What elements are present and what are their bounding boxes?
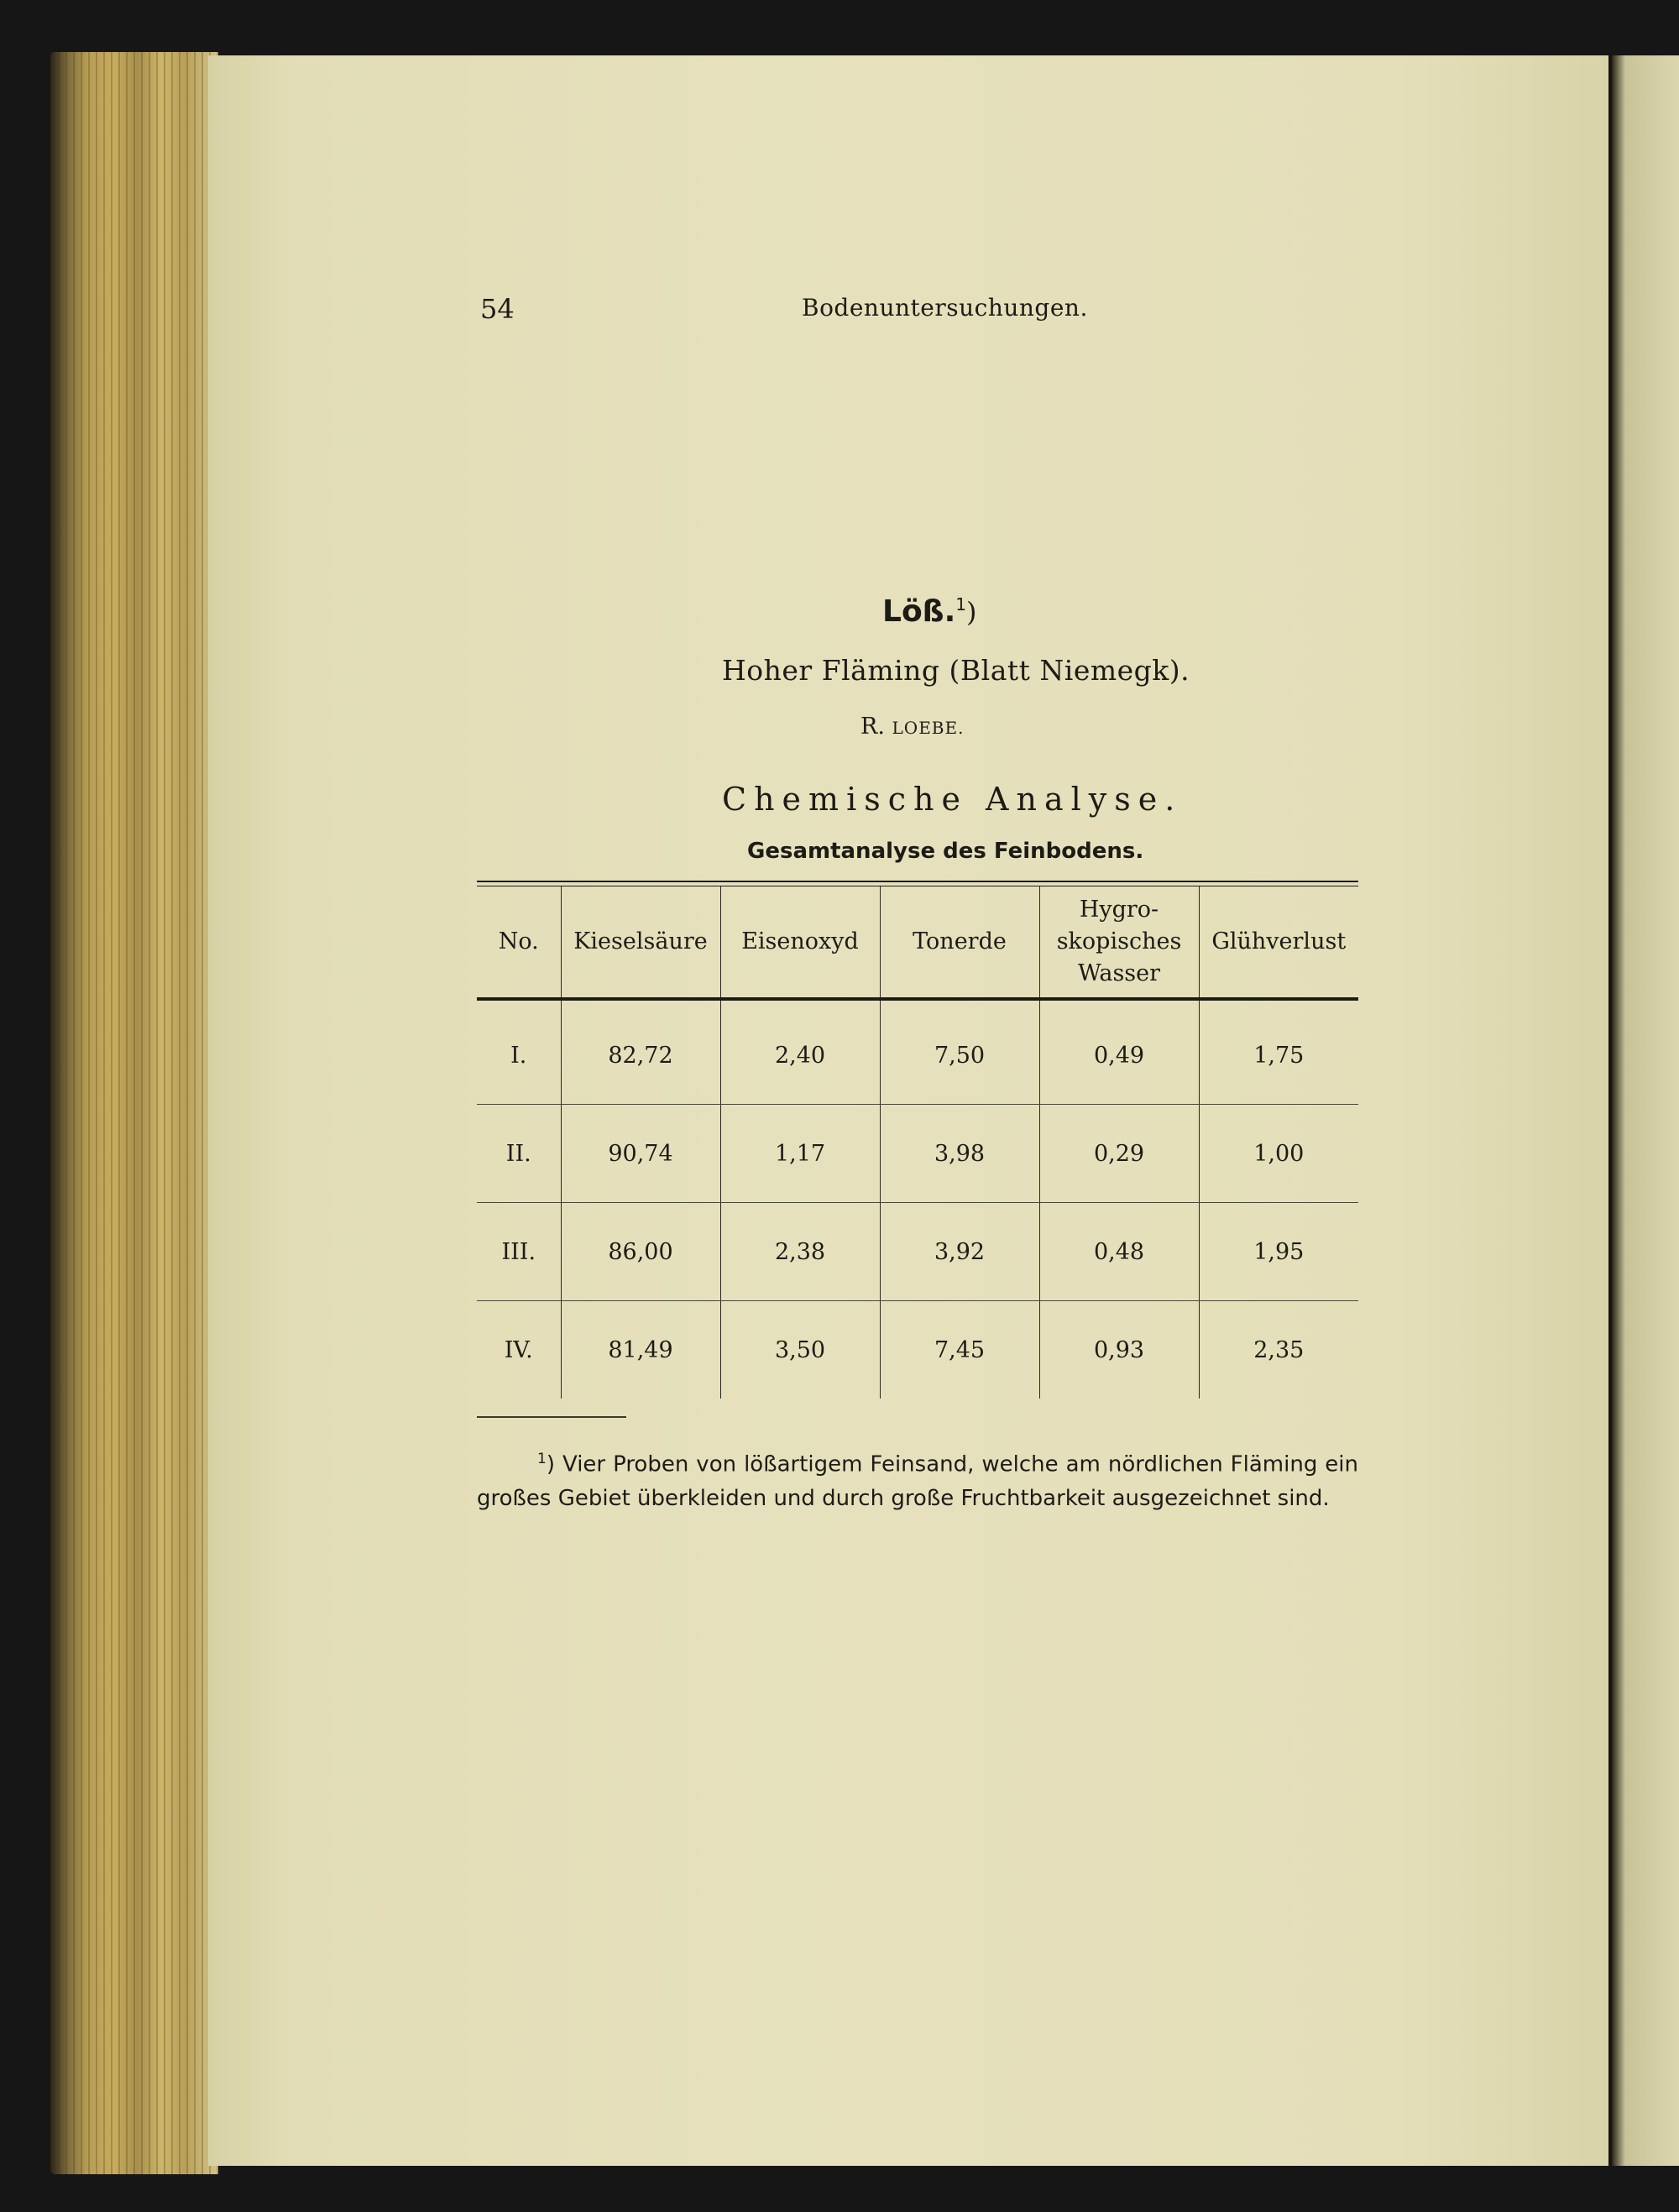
analysis-table-wrapper <box>477 881 1358 1399</box>
col-header-hygro-line2: skopisches <box>1056 928 1182 954</box>
col-header-hygroskopisches-wasser <box>1039 886 1199 999</box>
cell-kieselsaeure: 86,00 <box>561 1203 720 1301</box>
cell-hygro: 0,49 <box>1039 999 1199 1105</box>
table-row <box>477 1203 1358 1301</box>
col-header-hygro-line1: Hygro- <box>1079 897 1159 923</box>
title-footnote-mark: 1 <box>955 594 966 614</box>
cell-eisenoxyd: 3,50 <box>720 1301 880 1399</box>
cell-gluehverlust: 1,75 <box>1199 999 1358 1105</box>
cell-gluehverlust: 2,35 <box>1199 1301 1358 1399</box>
table-row <box>477 1301 1358 1399</box>
footnote-mark: 1 <box>537 1451 547 1467</box>
col-header-tonerde: Tonerde <box>880 886 1039 999</box>
article-title <box>882 594 976 629</box>
book-page-edge <box>50 52 218 2174</box>
article-subtitle: Hoher Fläming (Blatt Niemegk). <box>722 654 1190 687</box>
footnote <box>477 1442 1358 1515</box>
cell-kieselsaeure: 82,72 <box>561 999 720 1105</box>
section-heading: Chemische Analyse. <box>722 781 1183 818</box>
cell-eisenoxyd: 2,40 <box>720 999 880 1105</box>
author-initial: R. <box>860 714 885 740</box>
table-top-rule <box>477 881 1358 882</box>
cell-gluehverlust: 1,00 <box>1199 1105 1358 1203</box>
subsection-heading: Gesamtanalyse des Feinbodens. <box>747 839 1144 864</box>
cell-hygro: 0,48 <box>1039 1203 1199 1301</box>
table-row <box>477 1105 1358 1203</box>
col-header-kieselsaeure: Kieselsäure <box>561 886 720 999</box>
cell-tonerde: 7,45 <box>880 1301 1039 1399</box>
cell-gluehverlust: 1,95 <box>1199 1203 1358 1301</box>
table-row <box>477 999 1358 1105</box>
footnote-paren: ) <box>546 1451 555 1477</box>
cell-kieselsaeure: 81,49 <box>561 1301 720 1399</box>
cell-eisenoxyd: 2,38 <box>720 1203 880 1301</box>
analysis-table <box>477 886 1358 1399</box>
cell-no: III. <box>477 1203 561 1301</box>
cell-kieselsaeure: 90,74 <box>561 1105 720 1203</box>
cell-no: IV. <box>504 1336 533 1363</box>
cell-tonerde: 3,98 <box>880 1105 1039 1203</box>
author <box>860 714 964 740</box>
cell-hygro: 0,29 <box>1039 1105 1199 1203</box>
title-footnote-paren: ) <box>965 596 977 628</box>
cell-no: I. <box>477 999 561 1105</box>
footnote-text: Vier Proben von lößartigem Feinsand, welche am nördlichen Fläming ein großes Gebiet überkleiden und durch große Fruchtbarkeit ausgezeichnet sind. <box>477 1451 1359 1511</box>
footnote-rule <box>477 1416 626 1418</box>
table-header-row <box>477 886 1358 999</box>
running-title: Bodenuntersuchungen. <box>802 294 1088 322</box>
col-header-eisenoxyd: Eisenoxyd <box>720 886 880 999</box>
col-header-gluehverlust: Glühverlust <box>1199 886 1358 999</box>
article-title-text: Löß. <box>882 594 956 629</box>
facing-page-edge <box>1612 55 1679 2166</box>
cell-eisenoxyd: 1,17 <box>720 1105 880 1203</box>
col-header-no: No. <box>477 886 561 999</box>
cell-hygro: 0,93 <box>1039 1301 1199 1399</box>
author-name: LOEBE. <box>892 718 965 738</box>
cell-no: II. <box>477 1105 561 1203</box>
col-header-hygro-line3: Wasser <box>1077 960 1161 986</box>
cell-tonerde: 7,50 <box>880 999 1039 1105</box>
page-number: 54 <box>480 293 515 325</box>
cell-tonerde: 3,92 <box>880 1203 1039 1301</box>
